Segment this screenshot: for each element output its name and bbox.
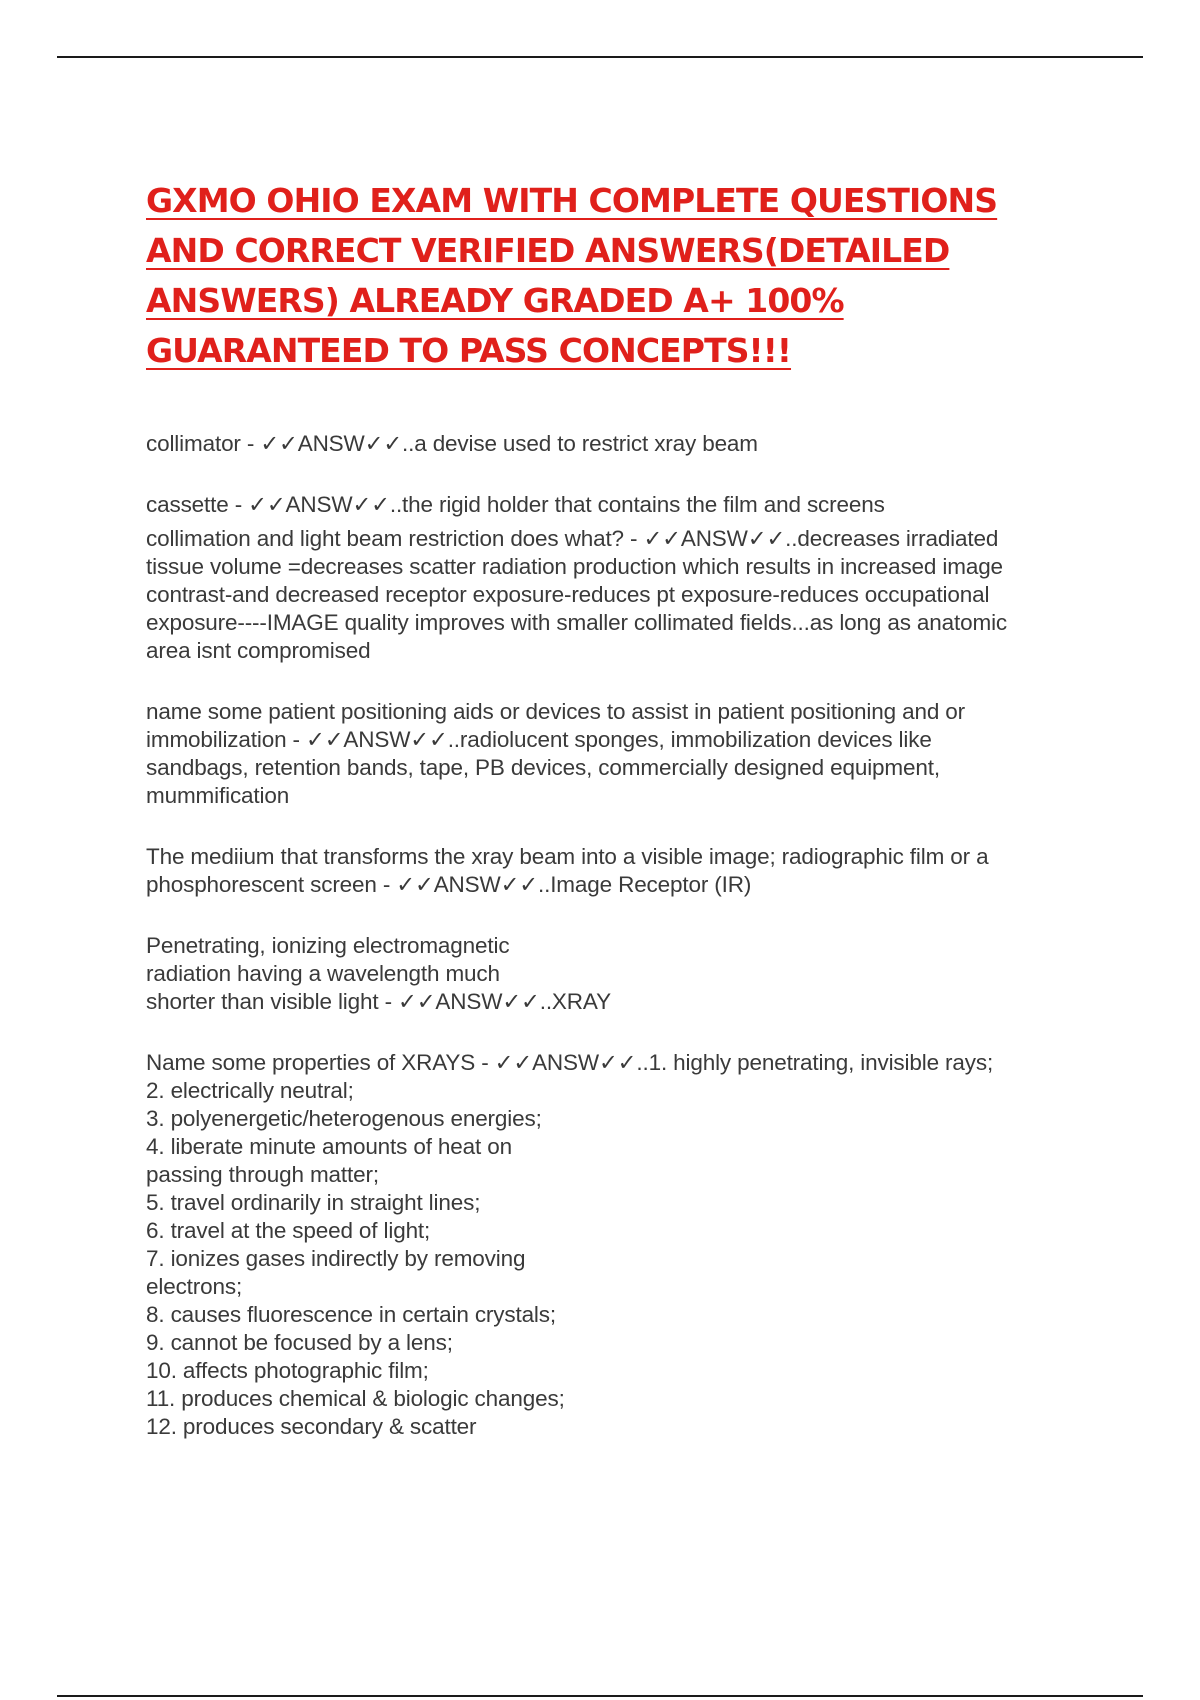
qa-line: 8. causes fluorescence in certain crystals; [146, 1302, 556, 1327]
title-line: GUARANTEED TO PASS CONCEPTS!!! [146, 331, 792, 370]
qa-line: phosphorescent screen - ✓✓ANSW✓✓..Image Receptor (IR) [146, 872, 752, 897]
qa-entry-cassette [146, 491, 1106, 519]
qa-line: 11. produces chemical & biologic changes; [146, 1386, 565, 1411]
qa-line: sandbags, retention bands, tape, PB devices, commercially designed equipment, [146, 755, 940, 780]
qa-line: immobilization - ✓✓ANSW✓✓..radiolucent sponges, immobilization devices like [146, 727, 932, 752]
qa-content [146, 430, 1106, 1441]
document-title [146, 176, 1076, 376]
qa-line: 6. travel at the speed of light; [146, 1218, 431, 1243]
qa-line: 7. ionizes gases indirectly by removing [146, 1246, 526, 1271]
qa-line: area isnt compromised [146, 638, 371, 663]
qa-entry-image-receptor [146, 843, 1106, 899]
qa-line: passing through matter; [146, 1162, 379, 1187]
qa-line: radiation having a wavelength much [146, 961, 500, 986]
qa-line: tissue volume =decreases scatter radiation production which results in increased image [146, 554, 1003, 579]
qa-line: shorter than visible light - ✓✓ANSW✓✓..XRAY [146, 989, 611, 1014]
qa-line: collimator - ✓✓ANSW✓✓..a devise used to restrict xray beam [146, 431, 758, 456]
qa-line: 10. affects photographic film; [146, 1358, 429, 1383]
title-line: AND CORRECT VERIFIED ANSWERS(DETAILED [146, 231, 950, 270]
qa-entry-xray-definition [146, 932, 1106, 1016]
qa-line: collimation and light beam restriction does what? - ✓✓ANSW✓✓..decreases irradiated [146, 526, 999, 551]
qa-line: 4. liberate minute amounts of heat on [146, 1134, 512, 1159]
qa-line: Penetrating, ionizing electromagnetic [146, 933, 510, 958]
qa-line: 5. travel ordinarily in straight lines; [146, 1190, 481, 1215]
qa-line: exposure----IMAGE quality improves with smaller collimated fields...as long as anatomic [146, 610, 1008, 635]
header-rule [57, 56, 1143, 58]
footer-rule [57, 1695, 1143, 1697]
qa-line: 9. cannot be focused by a lens; [146, 1330, 453, 1355]
title-line: GXMO OHIO EXAM WITH COMPLETE QUESTIONS [146, 181, 998, 220]
qa-line: contrast-and decreased receptor exposure-reduces pt exposure-reduces occupational [146, 582, 990, 607]
qa-line: 12. produces secondary & scatter [146, 1414, 477, 1439]
qa-line: The mediium that transforms the xray beam into a visible image; radiographic film or a [146, 844, 989, 869]
title-line: ANSWERS) ALREADY GRADED A+ 100% [146, 281, 844, 320]
qa-line: mummification [146, 783, 290, 808]
qa-line: 3. polyenergetic/heterogenous energies; [146, 1106, 542, 1131]
qa-line: cassette - ✓✓ANSW✓✓..the rigid holder that contains the film and screens [146, 492, 885, 517]
qa-entry-collimator [146, 430, 1106, 458]
qa-line: 2. electrically neutral; [146, 1078, 354, 1103]
qa-line: Name some properties of XRAYS - ✓✓ANSW✓✓..1. highly penetrating, invisible rays; [146, 1050, 994, 1075]
qa-entry-xray-properties [146, 1049, 1106, 1441]
qa-line: electrons; [146, 1274, 243, 1299]
qa-entry-collimation [146, 525, 1106, 665]
qa-line: name some patient positioning aids or devices to assist in patient positioning and or [146, 699, 965, 724]
qa-entry-positioning-aids [146, 698, 1106, 810]
